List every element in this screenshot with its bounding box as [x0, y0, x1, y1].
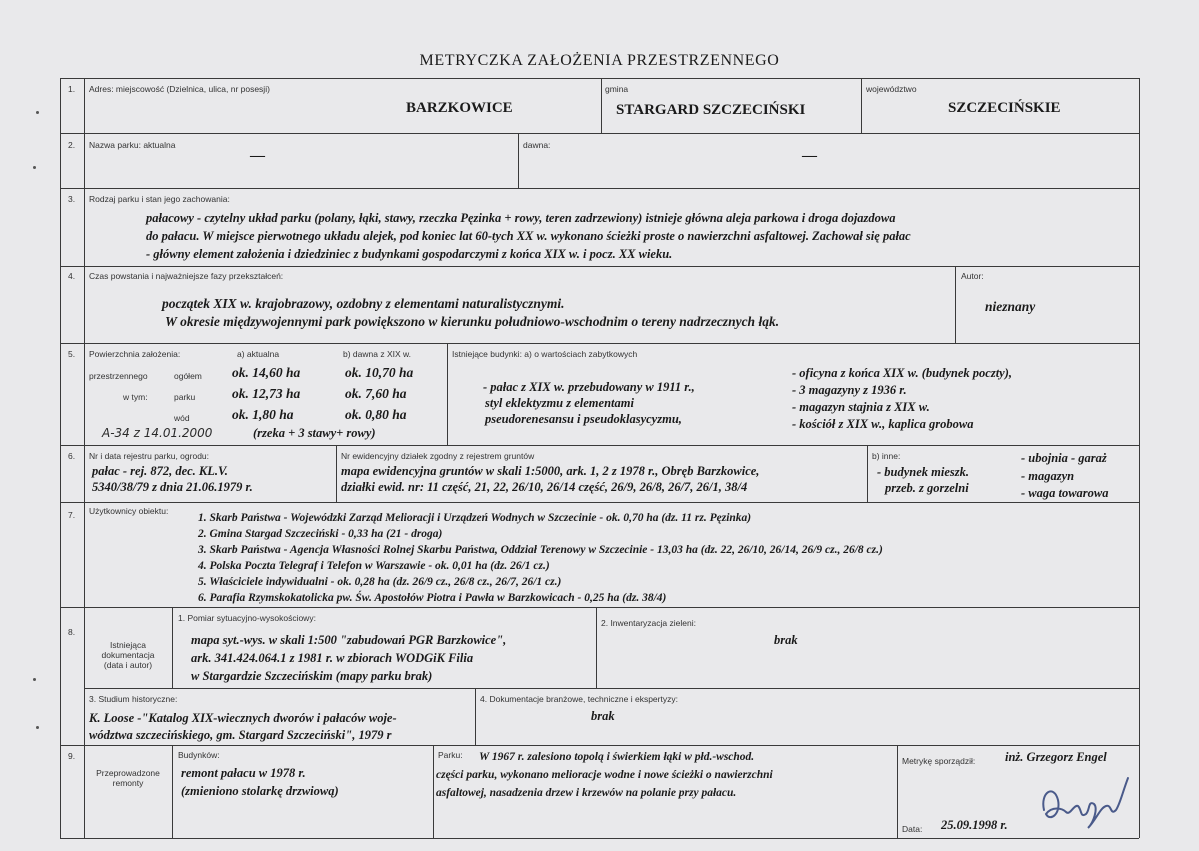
documentation-side-label: Istniejąca — [110, 640, 146, 650]
area-current-value: ok. 12,73 ha — [232, 386, 301, 401]
section-number: 9. — [68, 751, 76, 761]
section-number: 5. — [68, 349, 76, 359]
other-building-line: przeb. z gorzelni — [885, 481, 969, 495]
area-row-label: wód — [174, 413, 190, 423]
gmina-value: STARGARD SZCZECIŃSKI — [616, 102, 806, 118]
date-label: Data: — [902, 824, 923, 834]
water-note: (rzeka + 3 stawy+ rowy) — [253, 426, 376, 440]
author-value: nieznany — [985, 299, 1036, 314]
section-number: 8. — [68, 627, 76, 637]
register-line: pałac - rej. 872, dec. KL.V. — [92, 464, 228, 478]
prepared-by-value: inż. Grzegorz Engel — [1005, 750, 1107, 764]
renovations-side-label: Przeprowadzone — [96, 768, 160, 778]
area-row-label: parku — [174, 392, 196, 402]
document-title: METRYCZKA ZAŁOŻENIA PRZESTRZENNEGO — [419, 52, 780, 69]
section-number: 3. — [68, 194, 76, 204]
user-line: 2. Gmina Stargad Szczeciński - 0,33 ha (21 - droga) — [198, 528, 443, 540]
branch-documentation-value: brak — [591, 709, 615, 723]
date-value: 25.09.1998 r. — [941, 818, 1008, 832]
area-former-value: ok. 7,60 ha — [345, 386, 407, 401]
plot-register-line: działki ewid. nr: 11 część, 21, 22, 26/10, 26/14 część, 26/9, 26/8, 26/7, 26/1, 38/4 — [341, 480, 748, 494]
register-label: Nr i data rejestru parku, ogrodu: — [89, 451, 210, 461]
area-former-value: ok. 0,80 ha — [345, 407, 407, 422]
area-prefix-label: przestrzennego — [89, 371, 148, 381]
plot-register-line: mapa ewidencyjna gruntów w skali 1:5000, ark. 1, 2 z 1978 r., Obręb Barzkowice, — [341, 464, 760, 478]
other-building-line: - ubojnia - garaż — [1021, 451, 1107, 465]
buildings-label: Istniejące budynki: a) o wartościach zabytkowych — [452, 349, 638, 359]
park-renovation-line: W 1967 r. zalesiono topolą i świerkiem łąki w płd.-wschod. — [479, 751, 755, 763]
former-name-label: dawna: — [523, 140, 551, 150]
area-current-value: ok. 1,80 ha — [232, 407, 294, 422]
other-building-line: - waga towarowa — [1021, 486, 1109, 500]
user-line: 5. Właściciele indywidualni - ok. 0,28 ha (dz. 26/9 cz., 26/8 cz., 26/7, 26/1 cz.) — [198, 576, 562, 588]
binder-hole-mark — [33, 166, 36, 169]
park-type-line: pałacowy - czytelny układ parku (polany, łąki, stawy, rzeczka Pęzinka + rowy, teren zadrzewiony) istnieje główna aleja parkowa i droga dojazdowa — [146, 211, 896, 225]
users-label: Użytkownicy obiektu: — [89, 506, 169, 516]
building-line: - oficyna z końca XIX w. (budynek poczty), — [792, 366, 1013, 380]
greenery-inventory-value: brak — [774, 633, 798, 647]
area-label: Powierzchnia założenia: — [89, 349, 181, 359]
building-line: - pałac z XIX w. przebudowany w 1911 r., — [483, 380, 695, 394]
building-line: - magazyn stajnia z XIX w. — [792, 400, 930, 414]
address-label: Adres: miejscowość (Dzielnica, ulica, nr posesji) — [89, 84, 270, 94]
other-buildings-label: b) inne: — [872, 451, 901, 461]
user-line: 4. Polska Poczta Telegraf i Telefon w Warszawie - ok. 0,01 ha (dz. 26/1 cz.) — [198, 560, 550, 572]
handwritten-note: A-34 z 14.01.2000 — [102, 426, 213, 440]
current-name-value: — — [250, 148, 265, 164]
history-line: W okresie międzywojennymi park powiększono w kierunku południowo-wschodnim o tereny nadrzecznych łąk. — [165, 314, 780, 329]
other-building-line: - magazyn — [1021, 469, 1075, 483]
author-label: Autor: — [961, 271, 984, 281]
building-line: - kościół z XIX w., kaplica grobowa — [792, 417, 974, 431]
gmina-label: gmina — [605, 84, 629, 94]
historical-study-line: wództwa szczecińskiego, gm. Stargard Szczeciński", 1979 r — [89, 728, 392, 742]
binder-hole-mark — [33, 678, 36, 681]
history-line: początek XIX w. krajobrazowy, ozdobny z elementami naturalistycznymi. — [162, 296, 565, 311]
user-line: 3. Skarb Państwa - Agencja Własności Rolnej Skarbu Państwa, Oddział Terenowy w Szczecinie - 13,03 ha (dz. 22, 26/10, 26/14, 26/9 cz., 26/8 cz.) — [198, 544, 883, 556]
building-line: styl eklektyzmu z elementami — [485, 396, 634, 410]
survey-line: w Stargardzie Szczecińskim (mapy parku brak) — [191, 669, 433, 683]
buildings-renovation-label: Budynków: — [178, 750, 220, 760]
section-number: 4. — [68, 271, 76, 281]
park-type-line: do pałacu. W miejsce pierwotnego układu alejek, pod koniec lat 60-tych XX w. wykonano ścieżki proste o nawierzchni asfaltowej. Zachował się pałac — [146, 229, 911, 243]
section-number: 7. — [68, 510, 76, 520]
park-renovation-line: asfaltowej, nasadzenia drzew i krzewów na polanie przy pałacu. — [436, 787, 737, 799]
former-name-value: — — [802, 148, 817, 164]
documentation-side-label: dokumentacja — [101, 650, 155, 660]
register-line: 5340/38/79 z dnia 21.06.1979 r. — [92, 480, 253, 494]
survey-line: ark. 341.424.064.1 z 1981 r. w zbiorach WODGiK Filia — [191, 651, 474, 665]
building-line: pseudorenesansu i pseudoklasycyzmu, — [485, 412, 682, 426]
history-label: Czas powstania i najważniejsze fazy przekształceń: — [89, 271, 284, 281]
section-number: 1. — [68, 84, 76, 94]
buildings-renovation-line: (zmieniono stolarkę drzwiową) — [181, 784, 339, 798]
area-row-label: ogółem — [174, 371, 202, 381]
voivodeship-label: województwo — [866, 84, 917, 94]
voivodeship-value: SZCZECIŃSKIE — [948, 100, 1061, 116]
user-line: 1. Skarb Państwa - Wojewódzki Zarząd Melioracji i Urządzeń Wodnych w Szczecinie - ok. 0,70 ha (dz. 11 rz. Pęzinka) — [198, 512, 752, 524]
greenery-inventory-label: 2. Inwentaryzacja zieleni: — [601, 618, 696, 628]
address-value: BARZKOWICE — [406, 100, 513, 116]
binder-hole-mark — [36, 726, 39, 729]
branch-documentation-label: 4. Dokumentacje branżowe, techniczne i ekspertyzy: — [480, 694, 678, 704]
plot-register-label: Nr ewidencyjny działek zgodny z rejestrem gruntów — [341, 451, 535, 461]
documentation-side-label: (data i autor) — [103, 660, 153, 670]
user-line: 6. Parafia Rzymskokatolicka pw. Św. Apostołów Piotra i Pawła w Barzkowicach - 0,25 ha (dz. 38/4) — [198, 592, 667, 604]
park-renovation-label: Parku: — [438, 750, 463, 760]
section-number: 2. — [68, 140, 76, 150]
building-line: - 3 magazyny z 1936 r. — [792, 383, 907, 397]
other-building-line: - budynek mieszk. — [877, 465, 970, 479]
park-type-line: - główny element założenia i dziedziniec z budynkami gospodarczymi z końca XIX w. i pocz. XX wieku. — [146, 247, 673, 261]
buildings-renovation-line: remont pałacu w 1978 r. — [181, 766, 306, 780]
w-tym-label: w tym: — [123, 392, 148, 402]
historical-study-line: K. Loose -"Katalog XIX-wiecznych dworów i pałaców woje- — [89, 711, 397, 725]
park-type-label: Rodzaj parku i stan jego zachowania: — [89, 194, 230, 204]
area-former-value: ok. 10,70 ha — [345, 365, 414, 380]
signature-image — [1036, 770, 1136, 832]
area-current-header: a) aktualna — [237, 349, 280, 359]
survey-label: 1. Pomiar sytuacyjno-wysokościowy: — [178, 613, 316, 623]
survey-line: mapa syt.-wys. w skali 1:500 "zabudowań PGR Barzkowice", — [191, 633, 507, 647]
prepared-by-label: Metrykę sporządził: — [902, 756, 976, 766]
current-name-label: Nazwa parku: aktualna — [89, 140, 176, 150]
area-current-value: ok. 14,60 ha — [232, 365, 301, 380]
park-renovation-line: części parku, wykonano melioracje wodne i nowe ścieżki o nawierzchni — [436, 769, 773, 781]
binder-hole-mark — [36, 111, 39, 114]
historical-study-label: 3. Studium historyczne: — [89, 694, 178, 704]
area-former-header: b) dawna z XIX w. — [343, 349, 412, 359]
section-number: 6. — [68, 451, 76, 461]
renovations-side-label: remonty — [112, 778, 144, 788]
